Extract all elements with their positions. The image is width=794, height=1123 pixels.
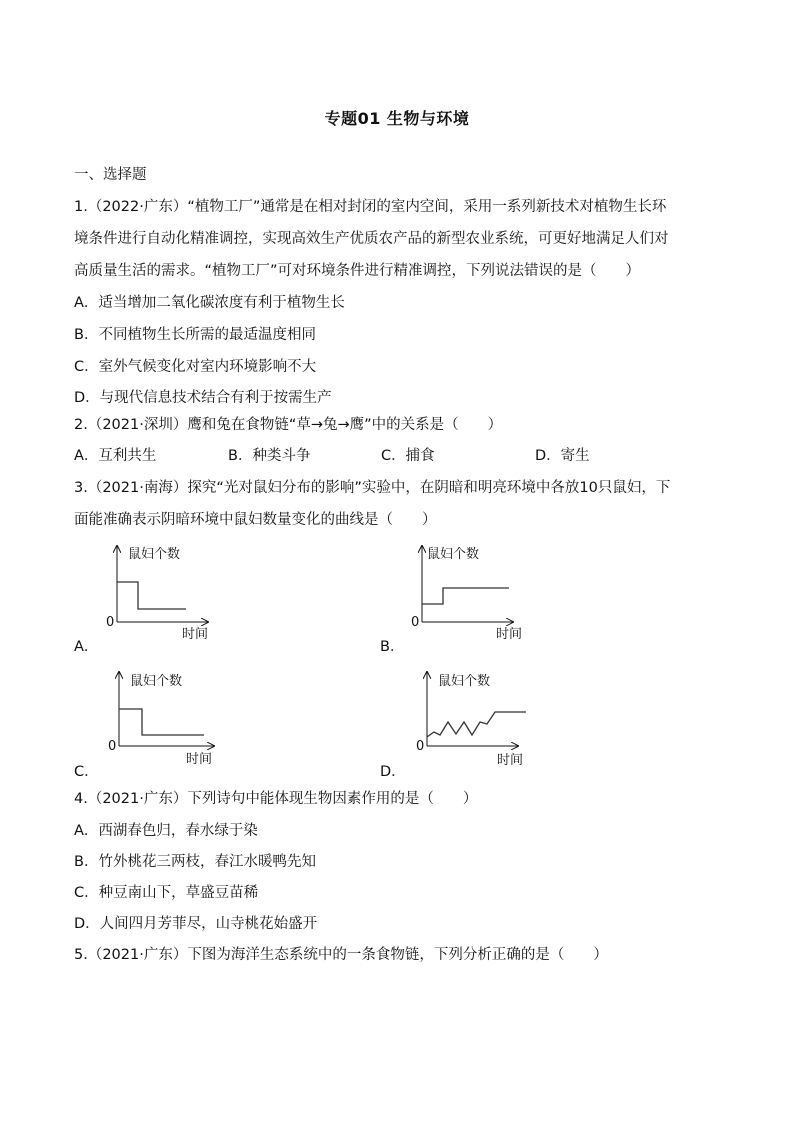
graph-d-xlabel: 时间: [497, 753, 524, 768]
q2-stem: 2.（2021·深圳）鹰和兔在食物链“草→兔→鹰”中的关系是（ ）: [74, 417, 503, 433]
graph-d: [410, 668, 540, 773]
q1-option-b: B．不同植物生长所需的最适温度相同: [74, 327, 316, 343]
q4-option-c: C．种豆南山下，草盛豆苗稀: [74, 885, 259, 901]
graph-a-label: A．: [74, 639, 99, 655]
graph-b: [405, 542, 535, 647]
q5-stem: 5.（2021·广东）下图为海洋生态系统中的一条食物链，下列分析正确的是（ ）: [74, 947, 608, 963]
graph-d-ylabel: 鼠妇个数: [438, 674, 491, 689]
graph-b-origin: 0: [411, 615, 420, 630]
graph-d-origin: 0: [416, 739, 425, 754]
q4-option-d: D．人间四月芳菲尽，山寺桃花始盛开: [74, 916, 318, 932]
graph-c-xlabel: 时间: [186, 752, 213, 767]
q4-stem: 4.（2021·广东）下列诗句中能体现生物因素作用的是（ ）: [74, 791, 478, 807]
q1-stem-line3: 高质量生活的需求。“植物工厂”可对环境条件进行精准调控，下列说法错误的是（ ）: [74, 263, 641, 279]
q2-option-b: B．种类斗争: [228, 448, 311, 464]
q2-option-a: A．互利共生: [74, 448, 157, 464]
q1-option-d: D．与现代信息技术结合有利于按需生产: [74, 390, 332, 406]
graph-c-ylabel: 鼠妇个数: [130, 674, 183, 689]
graph-b-label: B．: [380, 639, 405, 655]
graph-a-ylabel: 鼠妇个数: [128, 547, 181, 562]
graph-c-origin: 0: [108, 739, 117, 754]
graph-d-curve: [427, 712, 526, 737]
graph-c: [102, 668, 232, 773]
q4-option-b: B．竹外桃花三两枝，春江水暖鸭先知: [74, 854, 316, 870]
graph-b-xlabel: 时间: [496, 627, 523, 642]
graph-b-curve: [422, 588, 509, 604]
graph-a: [100, 542, 230, 647]
q1-stem-line2: 境条件进行自动化精准调控，实现高效生产优质农产品的新型农业系统，可更好地满足人们对: [74, 231, 669, 247]
q1-option-c: C．室外气候变化对室内环境影响不大: [74, 359, 317, 375]
graph-d-label: D．: [380, 764, 406, 780]
graph-c-label: C．: [74, 764, 99, 780]
q2-option-d: D．寄生: [535, 448, 590, 464]
q4-option-a: A．西湖春色归，春水绿于染: [74, 823, 258, 839]
page-title: 专题01 生物与环境: [324, 109, 470, 128]
graph-b-ylabel: 鼠妇个数: [427, 547, 480, 562]
q1-stem-line1: 1.（2022·广东）“植物工厂”通常是在相对封闭的室内空间，采用一系列新技术对植物生长环: [74, 199, 667, 215]
graph-a-origin: 0: [106, 615, 115, 630]
q2-option-c: C．捕食: [381, 448, 435, 464]
q3-stem-line1: 3.（2021·南海）探究“光对鼠妇分布的影响”实验中，在阴暗和明亮环境中各放10只鼠妇，下: [74, 480, 671, 496]
graph-c-curve: [119, 709, 204, 735]
section-heading: 一、选择题: [74, 167, 147, 183]
graph-a-xlabel: 时间: [182, 627, 209, 642]
graph-a-curve: [117, 582, 186, 609]
q1-option-a: A．适当增加二氧化碳浓度有利于植物生长: [74, 295, 345, 311]
q3-stem-line2: 面能准确表示阴暗环境中鼠妇数量变化的曲线是（ ）: [74, 512, 437, 528]
